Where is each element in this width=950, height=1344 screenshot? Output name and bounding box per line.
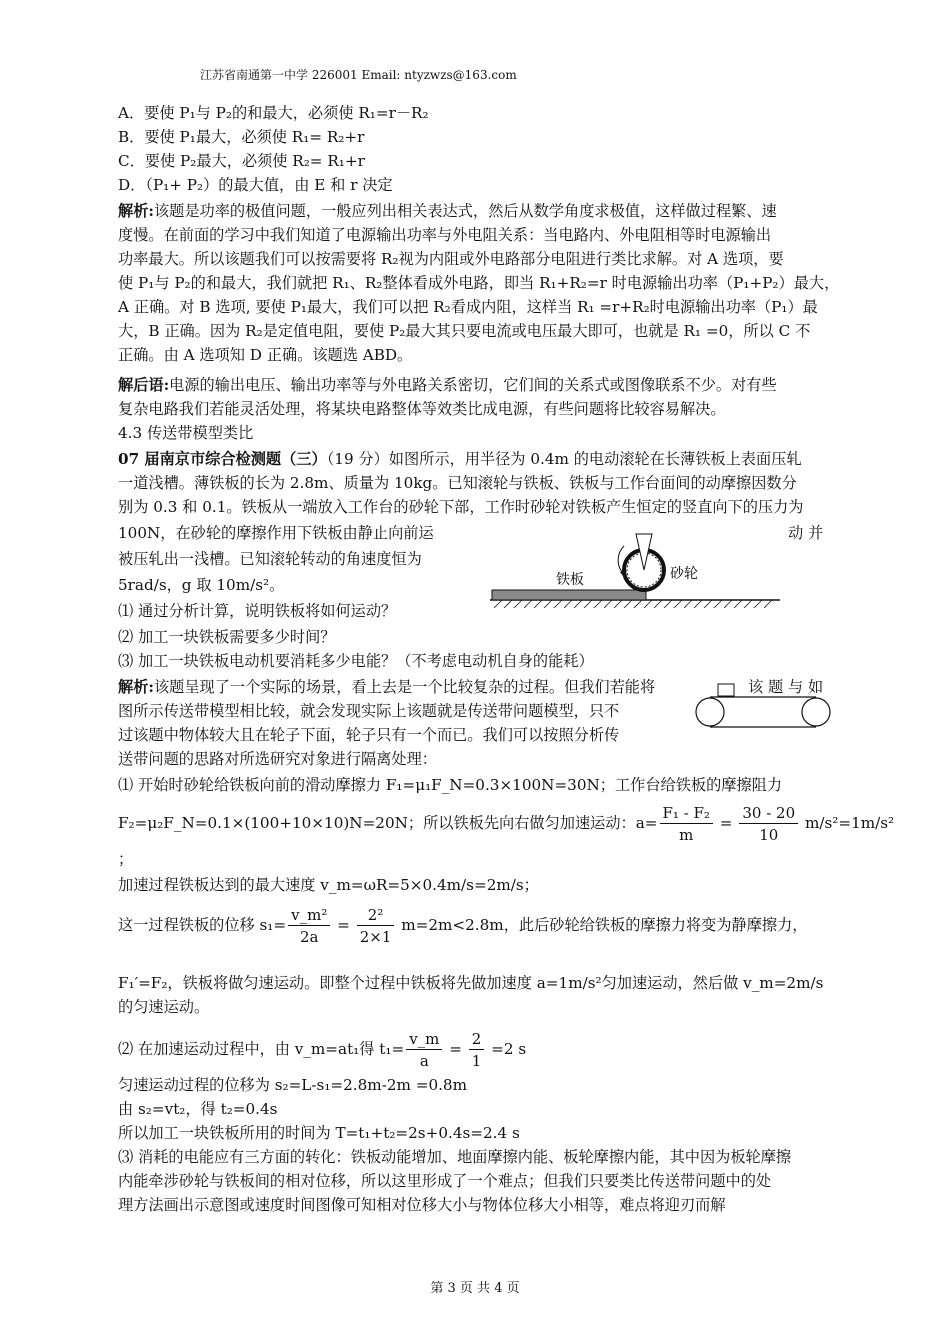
after-note-line-2: 复杂电路我们若能灵活处理，将某块电路整体等效类比成电源，有些问题将比较容易解决。	[118, 400, 726, 418]
fraction-force-values: $\frac{30 - 20}{10}$	[739, 803, 798, 846]
problem-line-1	[118, 448, 802, 470]
after-note-line-1	[118, 374, 777, 396]
option-d: D．（P₁+ P₂）的最大值，由 E 和 r 决定	[118, 176, 393, 194]
solution-line-8: 匀速运动过程的位移为 s₂=L-s₁=2.8m-2m =0.8m	[118, 1076, 467, 1094]
belt-right-pulley	[802, 698, 830, 726]
analysis2-line-2: 图所示传送带模型相比较，就会发现实际上该题就是传送带问题模型，只不	[118, 702, 620, 720]
iron-plate	[492, 590, 646, 600]
analysis-line-3: 功率最大。所以该题我们可以按需要将 R₂视为内阻或外电路部分电阻进行类比求解。对 A 选项，要	[118, 250, 784, 268]
question-2: ⑵ 加工一块铁板需要多少时间？	[118, 628, 336, 646]
analysis2-label: 解析:	[118, 678, 154, 696]
solution-line-13: 理方法画出示意图或速度时间图像可知相对位移大小与物体位移大小相等，难点将迎刃而解	[118, 1196, 726, 1214]
solution-line-5: F₁′=F₂，铁板将做匀速运动。即整个过程中铁板将先做加速度 a=1m/s²匀加速运动，然后做 v_m=2m/s	[118, 974, 824, 992]
problem-source: 07 届南京市综合检测题（三）	[118, 450, 327, 468]
problem-line-6: 5rad/s，g 取 10m/s²。	[118, 576, 285, 594]
question-3: ⑶ 加工一块铁板电动机要消耗多少电能？（不考虑电动机自身的能耗）	[118, 652, 594, 670]
plate-label: 铁板	[556, 572, 584, 588]
analysis-line-5: A 正确。对 B 选项, 要使 P₁最大，我们可以把 R₂看成内阻，这样当 R₁ =r+R₂时电源输出功率（P₁）最	[118, 298, 818, 316]
belt-left-pulley	[696, 698, 724, 726]
analysis-label: 解析:	[118, 202, 154, 220]
analysis-line-6: 大，B 正确。因为 R₂是定值电阻，要使 P₂最大其只要电流或电压最大即可，也就是 R₁ =0，所以 C 不	[118, 322, 811, 340]
solution-line-12: 内能牵涉砂轮与铁板间的相对位移，所以这里形成了一个难点；但我们只要类比传送带问题中的处	[118, 1172, 772, 1190]
option-a: A．要使 P₁与 P₂的和最大，必须使 R₁=r－R₂	[118, 104, 429, 122]
option-c: C．要使 P₂最大，必须使 R₂= R₁+r	[118, 152, 365, 170]
solution-line-10: 所以加工一块铁板所用的时间为 T=t₁+t₂=2s+0.4s=2.4 s	[118, 1124, 520, 1142]
solution-time-text: ⑵ 在加速运动过程中，由 v_m=at₁得 t₁=	[118, 1040, 405, 1058]
page-footer: 第 3 页 共 4 页	[430, 1281, 520, 1296]
analysis-text: 该题是功率的极值问题，一般应列出相关表达式，然后从数学角度求极值，这样做过程繁、速	[153, 202, 777, 220]
solution-line-7: ⑵ 在加速运动过程中，由 v_m=at₁得 t₁= $\frac{v\_m}{a}$ = $\frac{2}{1}$ =2 s	[118, 1029, 527, 1070]
solution-line-2: F₂=μ₂F_N=0.1×(100+10×10)N=20N；所以铁板先向右做匀加速运动：a= $\frac{\text{F₁ - F₂}}{m}$ = $\frac{30 - 20}{10}$ m/s²=1m/s²	[118, 803, 895, 844]
fraction-time-values: $\frac{2}{1}$	[469, 1029, 485, 1072]
fraction-time: $\frac{v\_m}{a}$	[406, 1029, 442, 1072]
question-1: ⑴ 通过分析计算，说明铁板将如何运动？	[118, 602, 397, 620]
analysis-line-1	[118, 200, 777, 222]
solution-time-result: =2 s	[491, 1040, 527, 1058]
solution-line-3: 加速过程铁板达到的最大速度 v_m=ωR=5×0.4m/s=2m/s；	[118, 876, 539, 894]
problem-line-2: 一道浅槽。薄铁板的长为 2.8m、质量为 10kg。已知滚轮与铁板、铁板与工作台面间的动摩擦因数分	[118, 474, 797, 492]
after-note-text: 电源的输出电压、输出功率等与外电路关系密切，它们间的关系式或图像联系不少。对有些	[169, 376, 777, 394]
fraction-displacement-values: $\frac{\text{2²}}{2\times 1}$	[357, 905, 395, 948]
section-title: 4.3 传送带模型类比	[118, 424, 254, 442]
solution-displacement-text: 这一过程铁板的位移 s₁=	[118, 916, 287, 934]
solution-displacement-result: m=2m<2.8m，此后砂轮给铁板的摩擦力将变为静摩擦力，	[401, 916, 808, 934]
page-header: 江苏省南通第一中学 226001 Email: ntyzwzs@163.com	[200, 68, 517, 82]
option-b: B．要使 P₁最大，必须使 R₁= R₂+r	[118, 128, 365, 146]
conveyor-figure	[692, 682, 834, 730]
solution-accel-result: m/s²=1m/s²	[804, 814, 895, 832]
wheel-label: 砂轮	[670, 566, 698, 582]
analysis2-text: 该题呈现了一个实际的场景，看上去是一个比较复杂的过程。但我们若能将	[153, 678, 656, 696]
analysis2-line-4: 送带问题的思路对所选研究对象进行隔离处理：	[118, 750, 437, 768]
problem-line-4: 100N，在砂轮的摩擦作用下铁板由静止向前运	[118, 524, 434, 542]
analysis2-line-3: 过该题中物体较大且在轮子下面，轮子只有一个而已。我们可以按照分析传	[118, 726, 620, 744]
after-note-label: 解后语:	[118, 376, 170, 394]
analysis-line-7: 正确。由 A 选项知 D 正确。该题选 ABD。	[118, 346, 413, 364]
problem-line-5: 被压轧出一浅槽。已知滚轮转动的角速度恒为	[118, 550, 422, 568]
solution-semicolon: ；	[118, 850, 134, 868]
solution-accel-text: F₂=μ₂F_N=0.1×(100+10×10)N=20N；所以铁板先向右做匀加速运动：a=	[118, 814, 658, 832]
fraction-force: $\frac{\text{F₁ - F₂}}{m}$	[660, 803, 713, 846]
analysis2-line-1	[118, 676, 655, 698]
analysis2-line-1-right: 该 题 与 如	[748, 678, 824, 696]
roller-figure	[486, 532, 786, 608]
analysis-line-2: 度慢。在前面的学习中我们知道了电源输出功率与外电阻关系：当电路内、外电阻相等时电源输出	[118, 226, 772, 244]
solution-line-9: 由 s₂=vt₂，得 t₂=0.4s	[118, 1100, 278, 1118]
problem-line-4-right: 动 并	[788, 524, 824, 542]
solution-line-4: 这一过程铁板的位移 s₁= $\frac{\text{v\_m²}}{2a}$ = $\frac{\text{2²}}{2\times 1}$ m=2m<2.8m，此后砂轮给铁板的摩擦力将变为静摩擦力，	[118, 905, 808, 946]
problem-line-3: 别为 0.3 和 0.1。铁板从一端放入工作台的砂轮下部，工作时砂轮对铁板产生恒定的竖直向下的压力为	[118, 498, 804, 516]
table-hatching	[494, 600, 772, 608]
analysis-line-4: 使 P₁与 P₂的和最大，我们就把 R₁、R₂整体看成外电路，即当 R₁+R₂=r 时电源输出功率（P₁+P₂）最大，	[118, 274, 840, 292]
problem-text: （19 分）如图所示，用半径为 0.4m 的电动滚轮在长薄铁板上表面压轧	[326, 450, 802, 468]
solution-line-6: 的匀速运动。	[118, 998, 210, 1016]
solution-line-1: ⑴ 开始时砂轮给铁板向前的滑动摩擦力 F₁=μ₁F_N=0.3×100N=30N；工作台给铁板的摩擦阻力	[118, 776, 783, 794]
fraction-displacement: $\frac{\text{v\_m²}}{2a}$	[288, 905, 330, 948]
belt-block	[718, 684, 734, 696]
solution-line-11: ⑶ 消耗的电能应有三方面的转化：铁板动能增加、地面摩擦内能、板轮摩擦内能，其中因为板轮摩擦	[118, 1148, 792, 1166]
